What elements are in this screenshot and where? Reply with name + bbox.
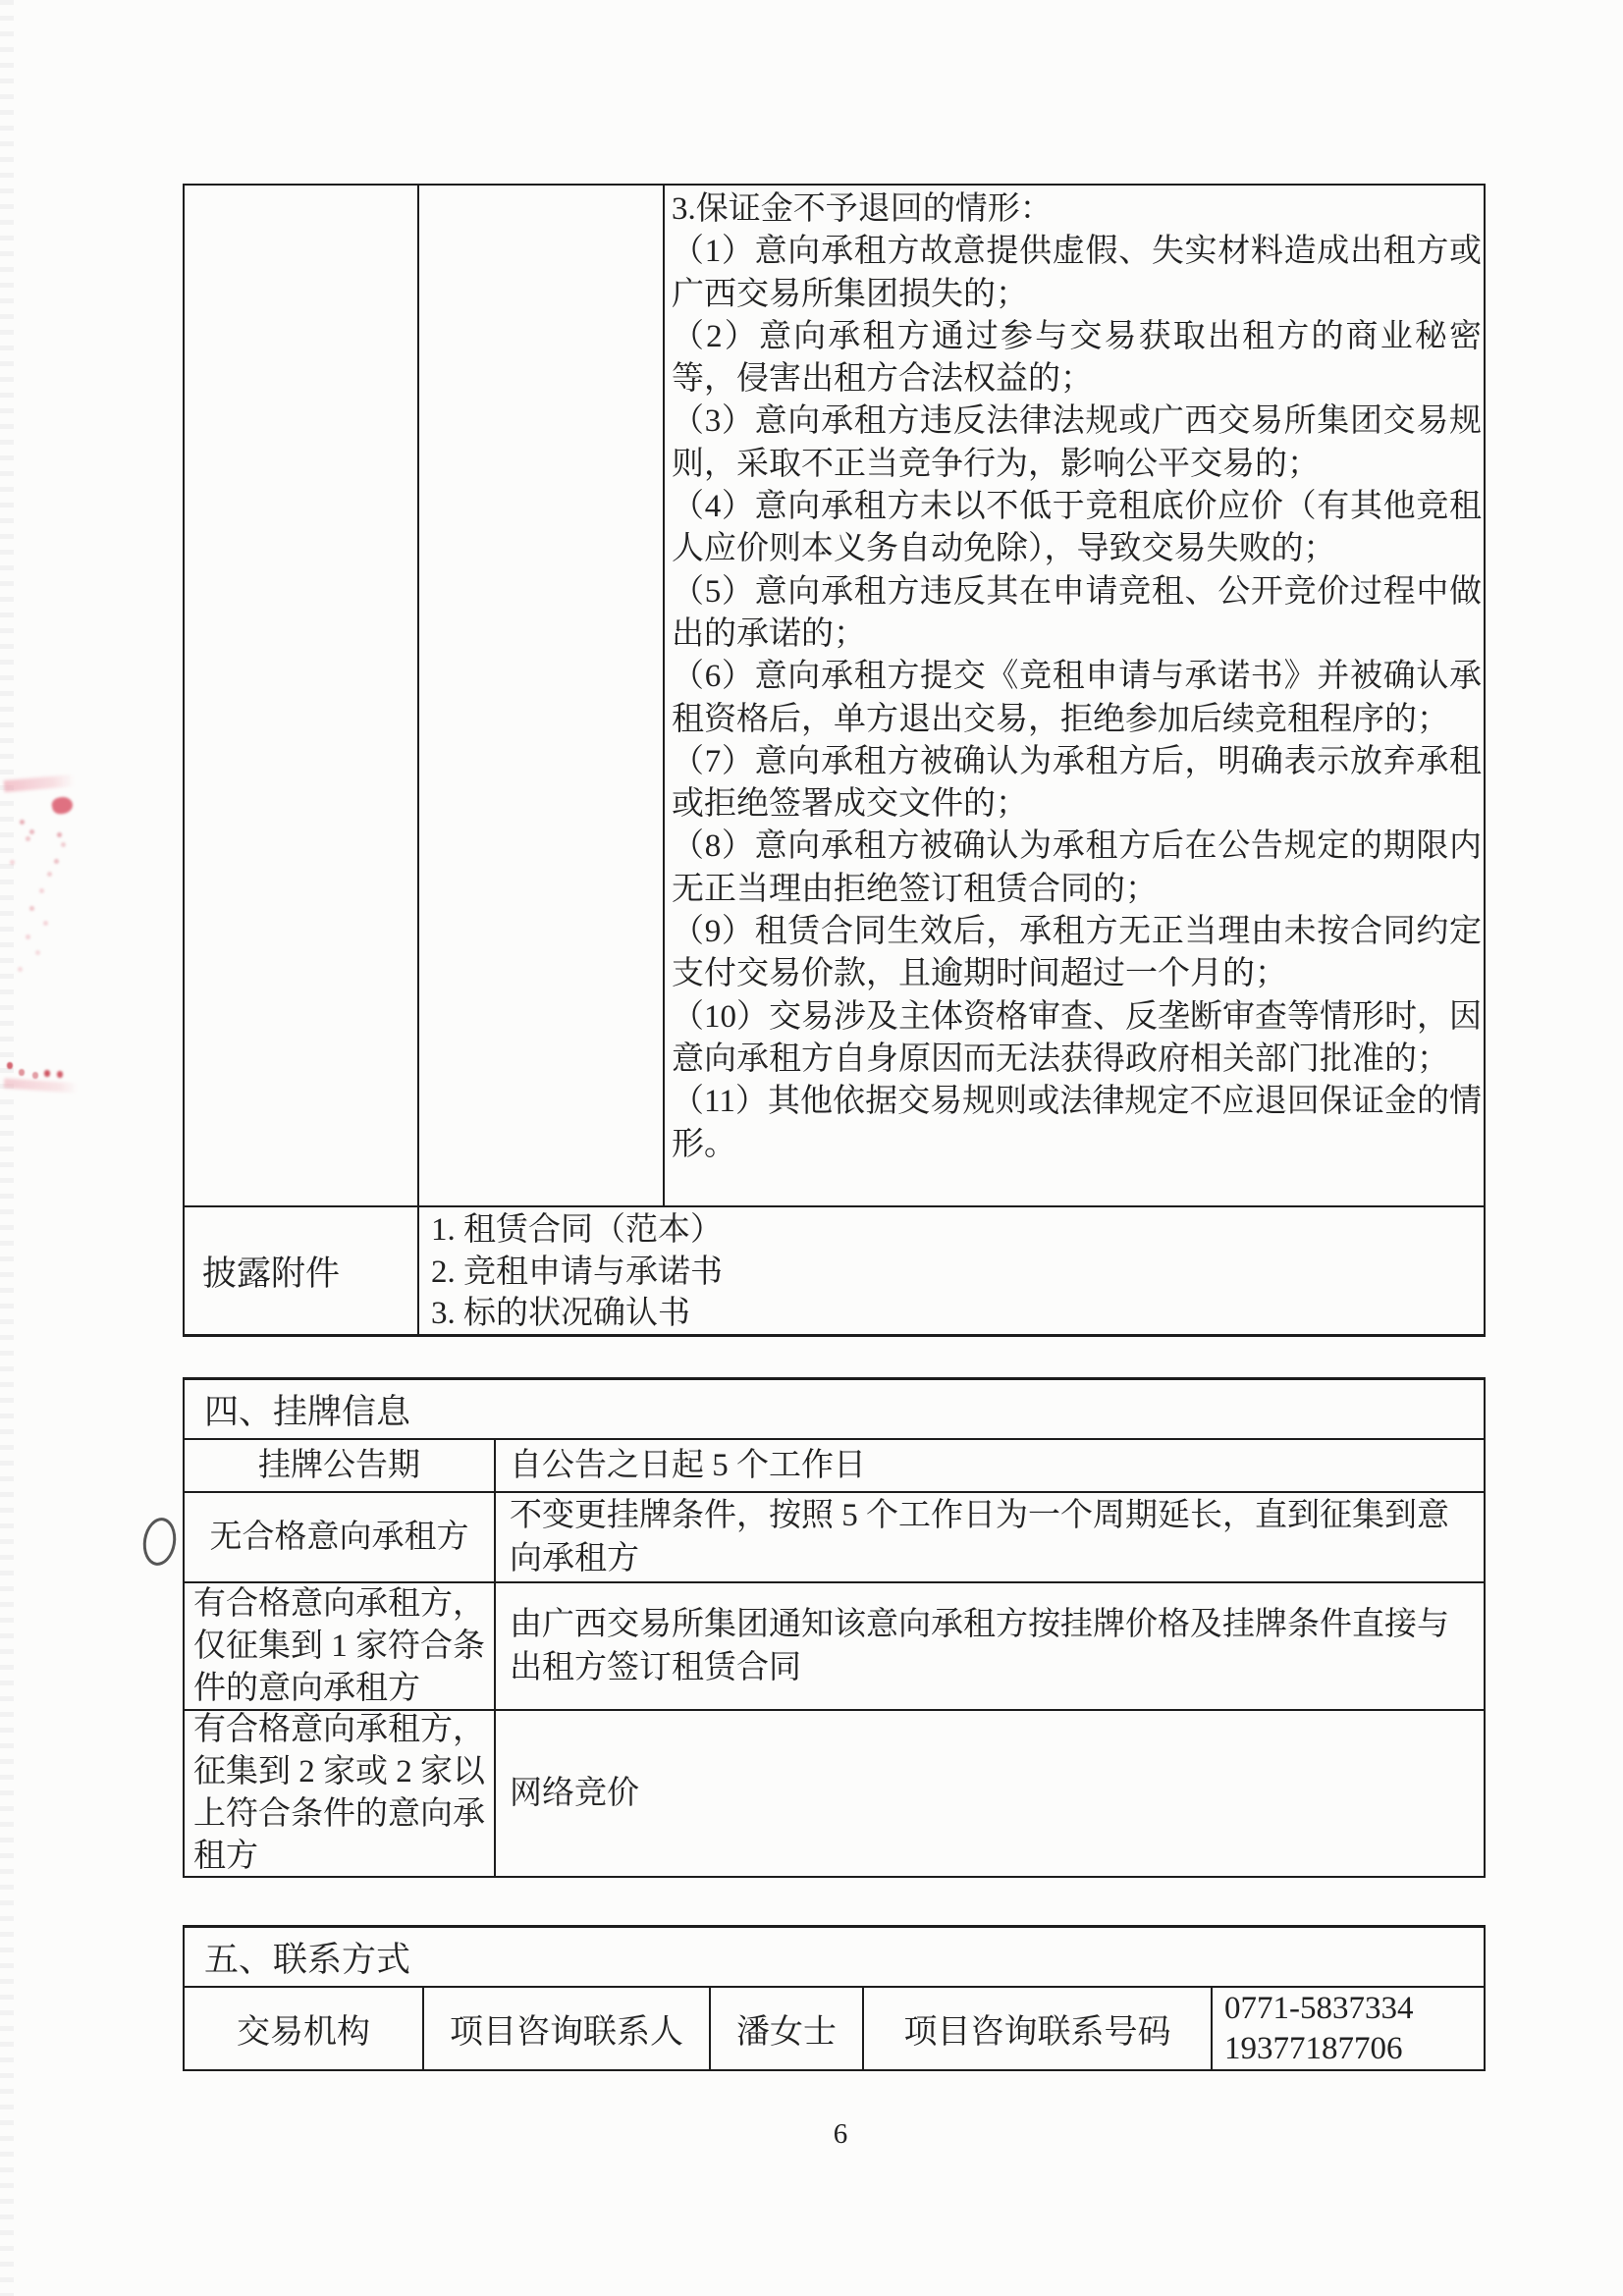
red-stamp-fragment: [0, 0, 6, 7]
contact-info-table: [183, 1925, 1486, 2071]
red-stamp-fragment: [0, 0, 5, 5]
empty-sublabel-cell: [419, 186, 665, 1205]
red-stamp-fragment: [4, 774, 76, 792]
deposit-clause: （2）意向承租方通过参与交易获取出租方的商业秘密等，侵害出租方合法权益的；: [672, 318, 1482, 398]
deposit-terms-row: [185, 186, 1484, 1205]
red-stamp-fragment: [50, 795, 74, 816]
empty-label-cell: [185, 186, 419, 1205]
deposit-clause: （7）意向承租方被确认为承租方后，明确表示放弃承租或拒绝签署成交文件的；: [672, 743, 1482, 823]
attachment-item: 3. 标的状况确认书: [431, 1296, 690, 1331]
disclosure-attachments-label: 披露附件: [185, 1207, 419, 1334]
contact-person-label-cell: 项目咨询联系人: [424, 1988, 711, 2069]
red-stamp-fragment: [4, 1078, 79, 1093]
row-label: 无合格意向承租方: [185, 1493, 496, 1581]
row-label: 挂牌公告期: [185, 1440, 496, 1491]
row-value: 不变更挂牌条件，按照 5 个工作日为一个周期延长，直到征集到意向承租方: [510, 1498, 1449, 1576]
contact-number-value-cell: [1213, 1988, 1484, 2069]
deposit-terms-cell: [665, 186, 1484, 1205]
disclosure-attachments-list: [419, 1207, 1484, 1334]
contact-number-label-cell: 项目咨询联系号码: [864, 1988, 1213, 2069]
row-value: 由广西交易所集团通知该意向承租方按挂牌价格及挂牌条件直接与出租方签订租赁合同: [510, 1607, 1449, 1685]
table-row: [185, 1491, 1484, 1581]
table-row: [185, 1986, 1484, 2069]
row-label: 有合格意向承租方，征集到 2 家或 2 家以上符合条件的意向承租方: [185, 1711, 496, 1876]
table-row: [185, 1438, 1484, 1491]
listing-info-title: 四、挂牌信息: [204, 1392, 411, 1431]
attachment-item: 1. 租赁合同（范本）: [431, 1212, 723, 1248]
transaction-org-cell: 交易机构: [185, 1988, 424, 2069]
deposit-and-attachments-table: [183, 184, 1486, 1337]
handwritten-circle-annotation: [139, 1516, 179, 1569]
table-row: [185, 1581, 1484, 1709]
row-value: 网络竞价: [510, 1776, 639, 1811]
deposit-clause: （4）意向承租方未以不低于竞租底价应价（有其他竞租人应价则本义务自动免除），导致交易失败的；: [672, 489, 1482, 567]
deposit-clause: （6）意向承租方提交《竞租申请与承诺书》并被确认承租资格后，单方退出交易，拒绝参加后续竞租程序的；: [672, 659, 1482, 737]
disclosure-attachments-row: [185, 1205, 1484, 1334]
contact-info-title: 五、联系方式: [204, 1940, 411, 1979]
scan-paper-edge: [0, 0, 14, 2296]
deposit-clause: （10）交易涉及主体资格审查、反垄断审查等情形时，因意向承租方自身原因而无法获得政府相关部门批准的；: [672, 998, 1482, 1077]
deposit-clause: （11）其他依据交易规则或法律规定不应退回保证金的情形。: [672, 1084, 1482, 1162]
deposit-clause: （8）意向承租方被确认为承租方后在公告规定的期限内无正当理由拒绝签订租赁合同的；: [672, 828, 1482, 907]
listing-info-table: [183, 1377, 1486, 1878]
row-value: 自公告之日起 5 个工作日: [510, 1448, 866, 1483]
contact-person-name-cell: 潘女士: [711, 1988, 864, 2069]
phone-number: 19377187706: [1224, 2030, 1403, 2066]
row-label: 有合格意向承租方，仅征集到 1 家符合条件的意向承租方: [185, 1583, 496, 1709]
deposit-clause: （3）意向承租方违反法律法规或广西交易所集团交易规则，采取不正当竞争行为，影响公平交易的；: [672, 403, 1482, 482]
table-row: [185, 1709, 1484, 1876]
deposit-clause: （1）意向承租方故意提供虚假、失实材料造成出租方或广西交易所集团损失的；: [672, 234, 1482, 312]
deposit-clause: （5）意向承租方违反其在申请竞租、公开竞价过程中做出的承诺的；: [672, 573, 1482, 652]
page-number: 6: [833, 2118, 848, 2150]
deposit-clause: 3.保证金不予退回的情形：: [672, 191, 1053, 227]
attachment-item: 2. 竞租申请与承诺书: [431, 1254, 723, 1290]
phone-number: 0771-5837334: [1224, 1990, 1414, 2026]
deposit-clause: （9）租赁合同生效后，承租方无正当理由未按合同约定支付交易价款，且逾期时间超过一个月的；: [672, 914, 1482, 992]
